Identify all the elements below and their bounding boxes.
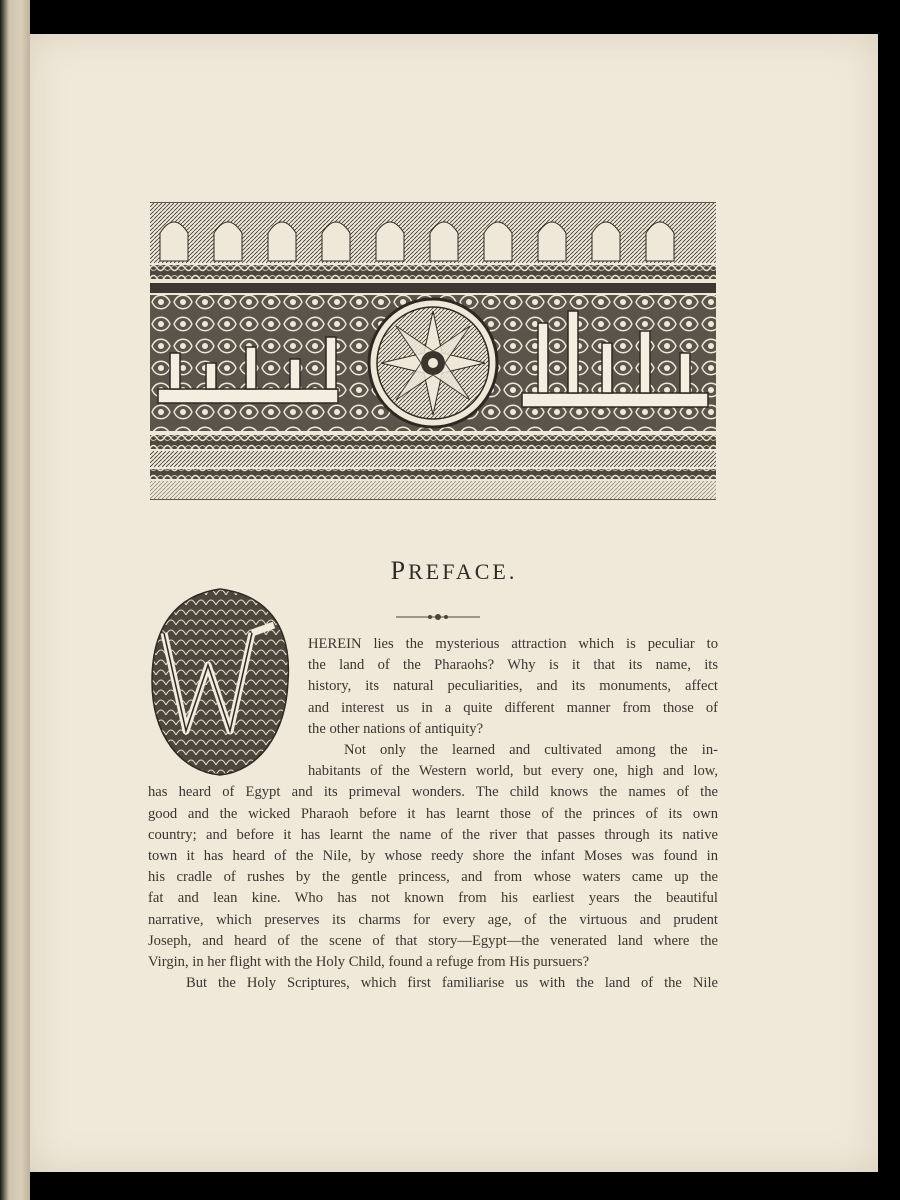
text-line: fat and lean kine. Who has not known from his earliest years the beautiful (148, 890, 718, 907)
text-line: Joseph, and heard of the scene of that story—Egypt—the venerated land where the (148, 932, 718, 949)
text-line: But the Holy Scriptures, which first familiarise us with the land of the Nile (186, 975, 718, 992)
book-spine (0, 0, 30, 1200)
text-line: the land of the Pharaohs? Why is it that its name, its (308, 657, 718, 674)
text-line: his cradle of rushes by the gentle princess, and from whose waters came up the (148, 869, 718, 886)
page-title (30, 556, 878, 586)
text-line: has heard of Egypt and its primeval wonders. The child knows the names of the (148, 784, 718, 801)
title-remainder: REFACE. (408, 559, 518, 584)
text-line: and interest us in a quite different manner from those of (308, 699, 718, 716)
text-line: good and the wicked Pharaoh before it has learnt those of the princes of its own (148, 805, 718, 822)
text-line: the other nations of antiquity? (308, 720, 484, 737)
title-initial: P (390, 556, 409, 585)
text-line: history, its natural peculiarities, and its monuments, affect (308, 678, 718, 695)
text-line: HEREIN lies the mysterious attraction which is peculiar to (308, 636, 718, 652)
text-line: town it has heard of the Nile, by whose reedy shore the infant Moses was found in (148, 848, 718, 865)
text-line: Not only the learned and cultivated among the in- (344, 742, 718, 759)
text-line: narrative, which preserves its charms for every age, of the virtuous and prudent (148, 911, 718, 928)
preface-text (148, 634, 718, 994)
drop-cap-letter: W (220, 703, 221, 704)
text-line: country; and before it has learnt the name of the river that passes through its native (148, 826, 718, 843)
title-ornament (396, 612, 480, 622)
book-page (30, 34, 878, 1172)
arabesque-frieze-illustration (150, 202, 716, 500)
text-line: Virgin, in her flight with the Holy Child, found a refuge from His pursuers? (148, 954, 590, 971)
text-line: habitants of the Western world, but every one, high and low, (308, 763, 718, 780)
